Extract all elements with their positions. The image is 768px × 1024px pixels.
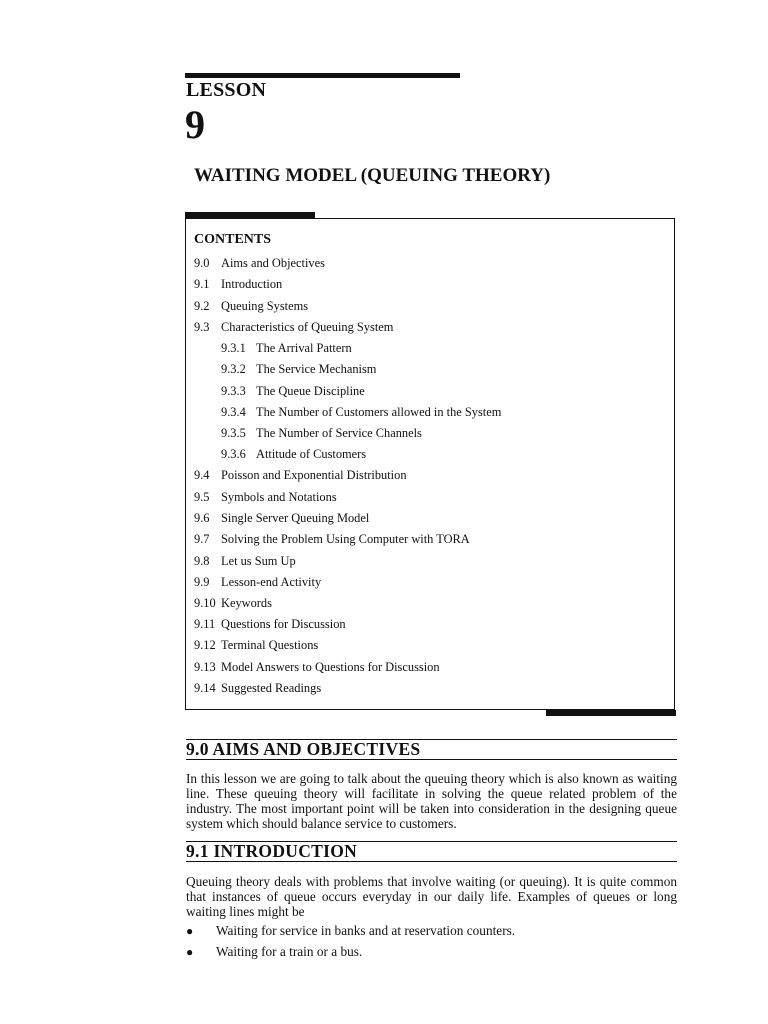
toc-item [194,299,308,314]
section-heading-introduction: 9.1 INTRODUCTION [186,841,358,861]
toc-item [221,384,365,399]
toc-item-number: 9.3.1 [221,341,246,355]
section-rule-bottom [186,861,677,862]
chapter-title: WAITING MODEL (QUEUING THEORY) [194,165,551,186]
toc-item-number: 9.14 [194,681,216,695]
toc-item-number: 9.5 [194,490,210,504]
toc-item-label: Suggested Readings [221,681,322,695]
toc-item-number: 9.8 [194,554,210,568]
toc-item-label: Model Answers to Questions for Discussion [221,660,440,674]
toc-item [221,447,366,462]
toc-item-label: Queuing Systems [221,299,309,313]
toc-item-number: 9.3 [194,320,210,334]
toc-item-number: 9.1 [194,277,210,291]
toc-item [194,638,318,653]
bullet-dot-icon: ● [186,945,194,959]
toc-item-label: Attitude of Customers [256,447,367,461]
toc-item-label: Questions for Discussion [221,617,346,631]
section-heading-aims: 9.0 AIMS AND OBJECTIVES [186,739,421,759]
bullet-text: Waiting for a train or a bus. [216,944,363,959]
contents-box-bottom-accent [546,710,676,716]
toc-item [194,575,321,590]
toc-item [194,511,369,526]
toc-item [194,681,321,696]
toc-item-label: Terminal Questions [221,638,319,652]
toc-item-label: The Queue Discipline [256,384,365,398]
toc-item-number: 9.3.2 [221,362,246,376]
toc-item [194,660,440,675]
toc-item-number: 9.3.6 [221,447,246,461]
toc-item-label: Characteristics of Queuing System [221,320,394,334]
toc-item [194,320,393,335]
toc-item-label: Lesson-end Activity [221,575,322,589]
toc-item-number: 9.3.3 [221,384,246,398]
toc-item-number: 9.7 [194,532,210,546]
toc-item-label: The Number of Service Channels [256,426,422,440]
toc-item [221,341,352,356]
toc-item [221,405,501,420]
bullet-text: Waiting for service in banks and at reservation counters. [216,923,516,938]
toc-item [221,426,422,441]
lesson-label: LESSON [186,79,267,101]
lesson-number: 9 [185,102,205,147]
section-rule-bottom [186,759,677,760]
toc-item-label: Symbols and Notations [221,490,337,504]
lesson-top-rule [185,73,460,78]
toc-item-label: Single Server Queuing Model [221,511,370,525]
bullet-item [186,923,515,939]
toc-item-number: 9.6 [194,511,210,525]
toc-item [194,532,470,547]
aims-paragraph: In this lesson we are going to talk about the queuing theory which is also known as waiting line. These queuing theory will facilitate in solving the queue related problem of the industry. The most important point will be taken into consideration in the designing queue system which should balance service to customers. [186,771,677,831]
toc-item-label: Let us Sum Up [221,554,296,568]
contents-box [185,218,675,710]
toc-item [194,617,346,632]
toc-item-number: 9.13 [194,660,216,674]
toc-item-number: 9.9 [194,575,210,589]
toc-item-number: 9.10 [194,596,216,610]
bullet-item [186,944,362,960]
toc-item-number: 9.3.4 [221,405,246,419]
toc-item-number: 9.3.5 [221,426,246,440]
toc-item-label: The Service Mechanism [256,362,377,376]
toc-item-number: 9.2 [194,299,210,313]
toc-item [221,362,376,377]
toc-item-label: Poisson and Exponential Distribution [221,468,407,482]
toc-item-label: Keywords [221,596,272,610]
contents-heading: CONTENTS [194,232,272,247]
toc-item [194,468,407,483]
toc-item [194,490,337,505]
toc-item-label: The Number of Customers allowed in the System [256,405,502,419]
toc-item [194,277,282,292]
toc-item-label: The Arrival Pattern [256,341,352,355]
toc-item-number: 9.4 [194,468,210,482]
toc-item-label: Aims and Objectives [221,256,325,270]
toc-item-label: Solving the Problem Using Computer with TORA [221,532,470,546]
toc-item-label: Introduction [221,277,283,291]
bullet-dot-icon: ● [186,924,194,938]
toc-item-number: 9.0 [194,256,210,270]
toc-item [194,256,325,271]
introduction-paragraph: Queuing theory deals with problems that involve waiting (or queuing). It is quite common that instances of queue occurs everyday in our daily life. Examples of queues or long waiting lines might be [186,874,677,919]
toc-item [194,596,272,611]
toc-item [194,554,296,569]
toc-item-number: 9.11 [194,617,216,631]
toc-item-number: 9.12 [194,638,216,652]
